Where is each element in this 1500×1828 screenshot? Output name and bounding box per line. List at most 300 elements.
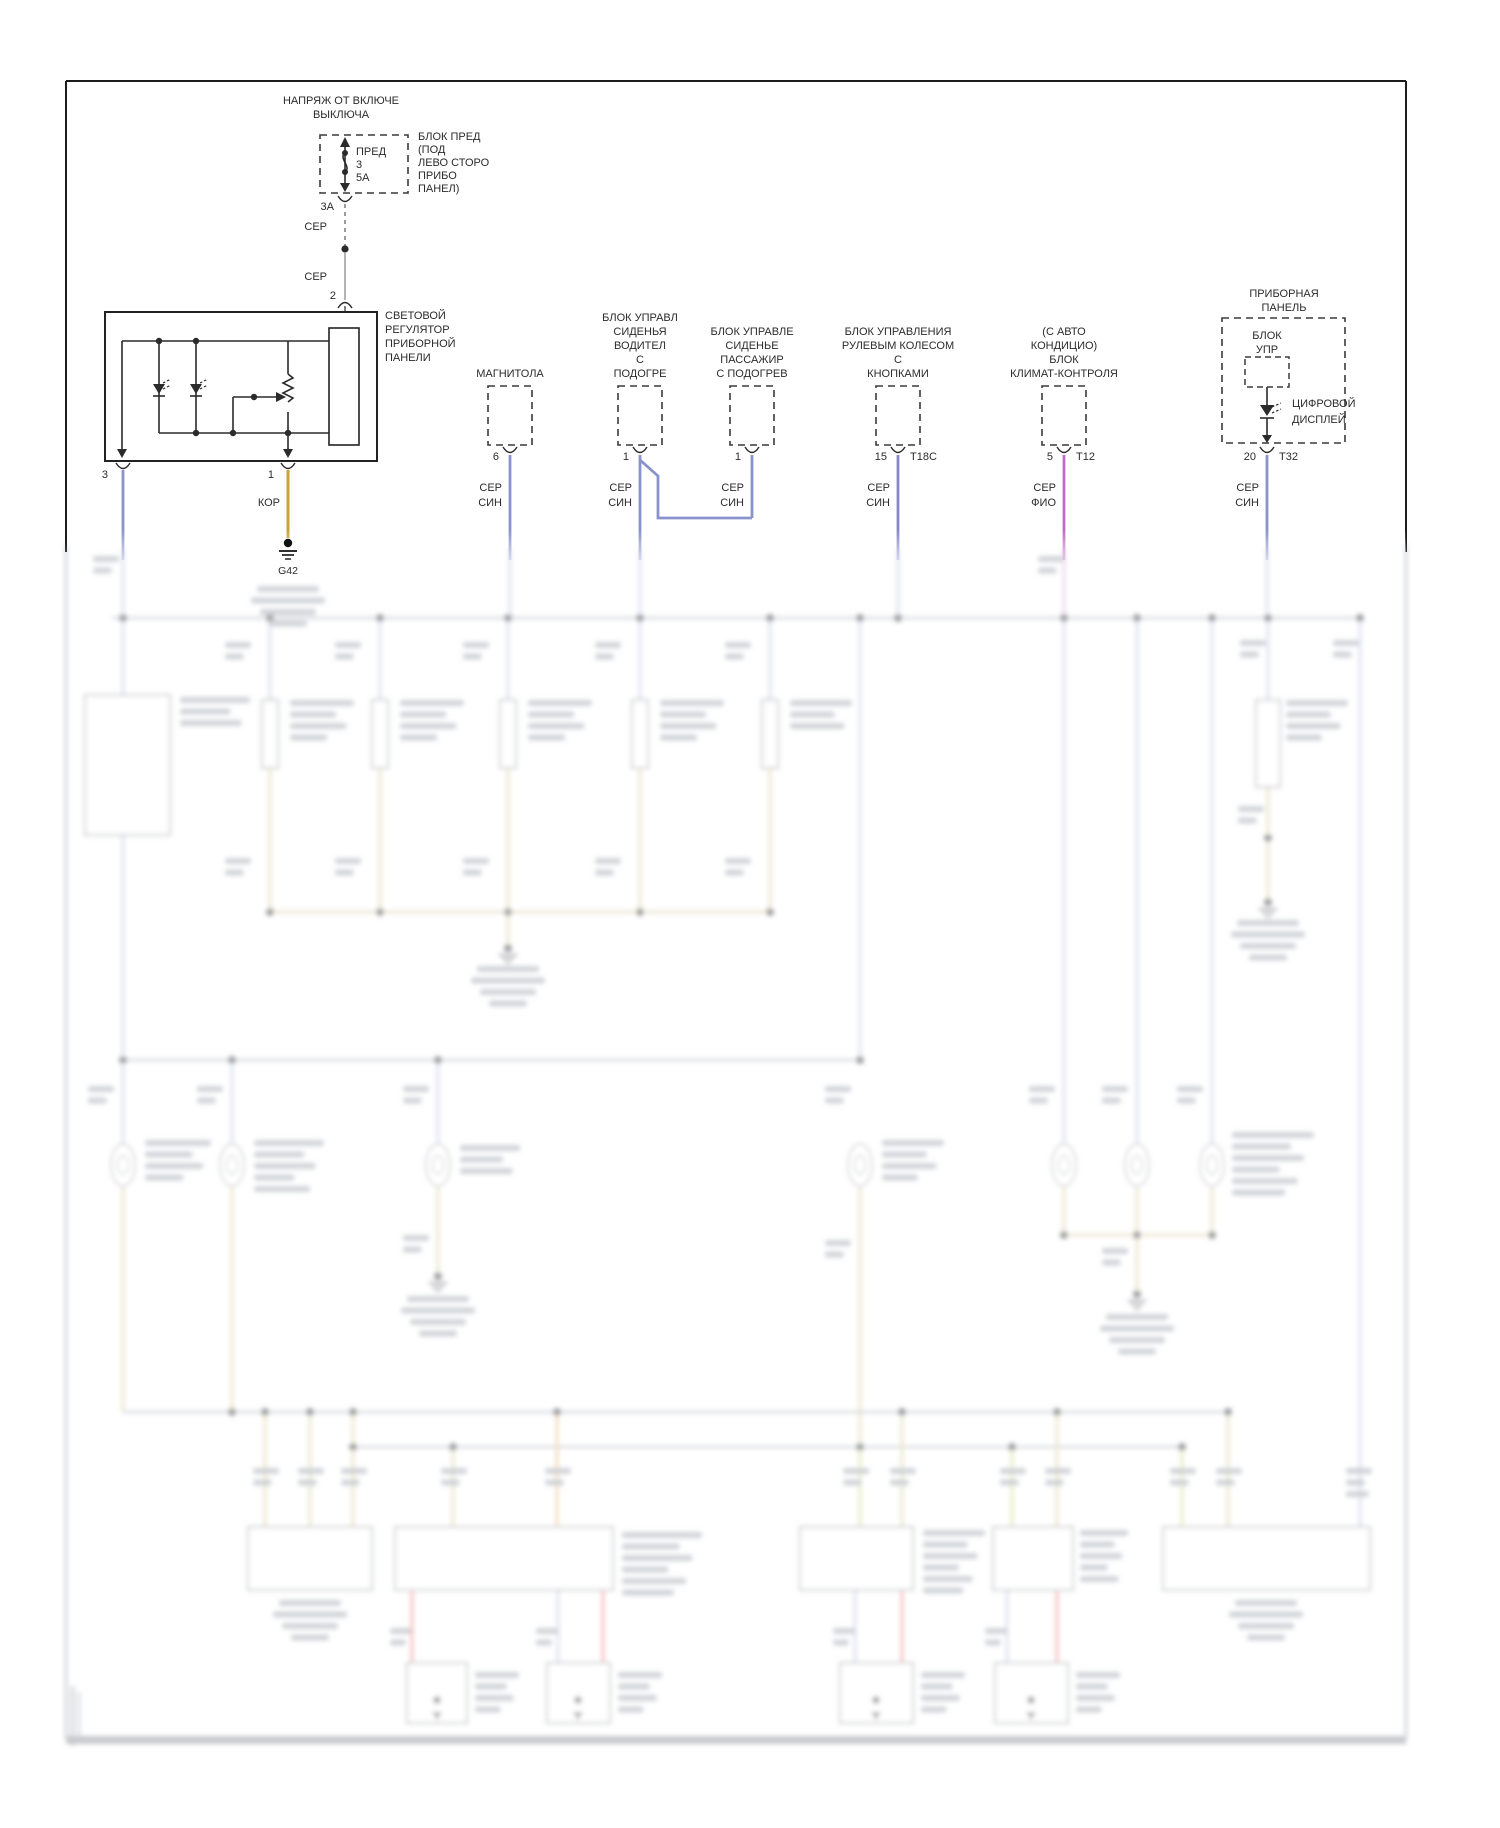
junction-dot <box>856 1056 864 1064</box>
blurred-text <box>622 1590 674 1596</box>
blurred-text <box>290 723 346 729</box>
junction-dot <box>433 1696 441 1704</box>
blurred-text <box>545 1468 571 1474</box>
blurred-text <box>463 654 482 660</box>
blurred-text <box>269 621 307 627</box>
blurred-text <box>882 1140 944 1146</box>
module-box-outline <box>730 386 774 445</box>
junction-dot <box>1178 1443 1186 1451</box>
blurred-text <box>260 609 316 615</box>
blurred-text <box>528 735 565 741</box>
blurred-text <box>1038 568 1057 574</box>
ground-symbol <box>434 1272 442 1280</box>
pin-number: 1 <box>622 451 629 463</box>
blurred-text <box>290 712 336 718</box>
dimmer-label: ПАНЕЛИ <box>385 352 431 364</box>
blurred-text <box>622 1555 692 1561</box>
module-steering-wheel <box>842 326 954 560</box>
blurred-text <box>180 709 230 715</box>
junction-dot <box>766 614 774 622</box>
blurred-text <box>273 1612 347 1618</box>
fuse-block <box>283 95 490 328</box>
junction-dot <box>266 908 274 916</box>
blurred-text <box>1232 1155 1304 1161</box>
wire-color-label: ФИО <box>1031 497 1056 509</box>
blurred-text <box>1102 1098 1121 1104</box>
ground-symbol <box>1264 898 1272 906</box>
blurred-text <box>400 723 456 729</box>
blurred-text <box>1170 1480 1189 1486</box>
junction-dot <box>434 1056 442 1064</box>
blurred-component-box <box>395 1527 613 1590</box>
junction-dot <box>376 614 384 622</box>
blurred-text <box>536 1640 552 1646</box>
blurred-text <box>882 1152 927 1158</box>
pin-number: 6 <box>492 451 499 463</box>
junction-dot <box>856 1443 864 1451</box>
module-label: ПОДОГРЕ <box>613 368 667 380</box>
blurred-text <box>1080 1530 1128 1536</box>
fuse-number: 3 <box>356 159 363 171</box>
dimmer-inner-block <box>329 328 359 445</box>
blurred-text <box>1102 1260 1121 1266</box>
blurred-text <box>1170 1468 1196 1474</box>
blurred-text <box>341 1468 367 1474</box>
blurred-text <box>825 1252 844 1258</box>
module-climate <box>1010 326 1118 560</box>
wire-color-label: СИН <box>1235 497 1259 509</box>
blurred-text <box>595 654 614 660</box>
blurred-text <box>335 654 354 660</box>
junction-dot <box>1060 614 1068 622</box>
junction-dot <box>766 908 774 916</box>
wire-color-label: СИН <box>720 497 744 509</box>
blurred-text <box>290 700 354 706</box>
blurred-text <box>890 1480 909 1486</box>
junction-dot <box>574 1696 582 1704</box>
blurred-text <box>475 1672 519 1678</box>
blurred-text <box>882 1163 937 1169</box>
blurred-text <box>1333 652 1352 658</box>
blurred-text <box>475 1695 514 1701</box>
blurred-text <box>1102 1086 1128 1092</box>
blurred-text <box>475 1707 501 1713</box>
blurred-text <box>441 1480 460 1486</box>
blurred-text <box>618 1695 657 1701</box>
blurred-text <box>985 1640 1001 1646</box>
blurred-text <box>253 1480 272 1486</box>
connector-arc <box>1260 447 1274 453</box>
blurred-text <box>180 697 250 703</box>
dimmer-label: РЕГУЛЯТОР <box>385 324 450 336</box>
wire-color-label: СЕР <box>1236 482 1259 494</box>
blurred-text <box>463 858 489 864</box>
junction-dot <box>376 908 384 916</box>
blurred-text <box>145 1140 211 1146</box>
ground-symbol <box>1133 1290 1141 1298</box>
blurred-text <box>335 858 361 864</box>
junction-dot <box>1208 614 1216 622</box>
blurred-text <box>225 642 251 648</box>
panel-control-box <box>1245 357 1289 387</box>
blurred-text <box>790 700 852 706</box>
blurred-text <box>1080 1565 1108 1571</box>
blurred-text <box>1232 1178 1298 1184</box>
blurred-text <box>825 1240 851 1246</box>
module-columns <box>476 312 1118 560</box>
instrument-panel-module <box>1222 288 1356 560</box>
blurred-text <box>1238 806 1264 812</box>
blurred-text <box>595 642 621 648</box>
junction-dot <box>349 1408 357 1416</box>
watermark-text <box>70 1686 75 1746</box>
module-label: МАГНИТОЛА <box>476 368 544 380</box>
junction-dot <box>636 614 644 622</box>
wire-color-label: СЕР <box>1033 482 1056 494</box>
blurred-text <box>145 1163 203 1169</box>
blurred-text <box>441 1468 467 1474</box>
fuse-block-location: (ПОД <box>418 144 446 156</box>
blurred-text <box>489 1001 527 1007</box>
wire-color-label: СИН <box>866 497 890 509</box>
junction-dot <box>1008 1443 1016 1451</box>
blurred-text <box>341 1480 360 1486</box>
blurred-text <box>390 1628 412 1634</box>
wire-color-label: СЕР <box>479 482 502 494</box>
junction-dot <box>1060 1231 1068 1239</box>
blurred-text <box>1240 640 1266 646</box>
lamp-symbol <box>1125 1144 1149 1186</box>
junction-dot <box>306 1408 314 1416</box>
fuse-rating: 5A <box>356 172 370 184</box>
blurred-text <box>298 1468 324 1474</box>
blurred-text <box>1177 1086 1203 1092</box>
blurred-text <box>1029 1086 1055 1092</box>
blurred-text <box>1286 712 1331 718</box>
blurred-text <box>1106 1314 1168 1320</box>
connector-arc <box>281 463 295 469</box>
blurred-text <box>251 598 325 604</box>
fuse-block-location: ПРИБО <box>418 170 457 182</box>
blurred-text <box>1045 1480 1064 1486</box>
blurred-text <box>403 1247 422 1253</box>
blurred-text <box>528 700 592 706</box>
blurred-text <box>1231 932 1305 938</box>
blurred-text <box>1229 1612 1303 1618</box>
blurred-text <box>882 1175 918 1181</box>
connector-arc <box>1057 447 1071 453</box>
schematic-top-section <box>66 81 1406 560</box>
blurred-component-box <box>1256 700 1280 787</box>
lamp-symbol <box>111 1144 135 1186</box>
blurred-text <box>825 1086 851 1092</box>
blurred-text <box>923 1588 963 1594</box>
blurred-text <box>400 712 446 718</box>
blurred-text <box>1240 943 1296 949</box>
fuse-block-location: ПАНЕЛ) <box>418 183 460 195</box>
blurred-text <box>790 723 845 729</box>
junction-dot <box>1133 614 1141 622</box>
blurred-text <box>1237 920 1299 926</box>
blurred-text <box>660 712 706 718</box>
blurred-text <box>254 1152 304 1158</box>
fuse-block-location: БЛОК ПРЕД <box>418 131 481 143</box>
blurred-text <box>1000 1480 1019 1486</box>
module-label: КНОПКАМИ <box>867 368 929 380</box>
blurred-text <box>1286 700 1348 706</box>
blurred-text <box>921 1707 947 1713</box>
junction-dot <box>119 614 127 622</box>
blurred-text <box>1076 1707 1102 1713</box>
blurred-text <box>1232 1132 1314 1138</box>
blurred-text <box>985 1628 1007 1634</box>
led-ray <box>1272 409 1281 413</box>
module-box-outline <box>488 386 532 445</box>
blurred-text <box>1100 1326 1174 1332</box>
junction-dot <box>228 1056 236 1064</box>
blurred-text <box>923 1553 978 1559</box>
pin-number: 15 <box>874 451 887 463</box>
panel-title: ПАНЕЛЬ <box>1261 302 1307 314</box>
junction-dot <box>1053 1408 1061 1416</box>
blurred-component-box <box>1163 1527 1370 1590</box>
blurred-text <box>725 858 751 864</box>
blurred-text <box>622 1578 686 1584</box>
module-label: СИДЕНЬЯ <box>613 326 667 338</box>
blurred-text <box>475 1684 507 1690</box>
fuse-name: ПРЕД <box>356 146 387 158</box>
blurred-text <box>545 1480 564 1486</box>
blurred-text <box>1177 1098 1196 1104</box>
blurred-text <box>1216 1480 1235 1486</box>
blurred-text <box>618 1672 662 1678</box>
module-label: С <box>636 354 644 366</box>
lamp-symbol <box>220 1144 244 1186</box>
blurred-text <box>225 858 251 864</box>
junction-dot <box>349 1443 357 1451</box>
digital-display-label: ДИСПЛЕЙ <box>1292 414 1346 426</box>
blurred-text <box>1346 1480 1365 1486</box>
ground-symbol <box>504 944 512 952</box>
blurred-text <box>1238 818 1257 824</box>
blurred-text <box>253 1468 279 1474</box>
arrow-up-icon <box>340 137 350 147</box>
junction-dot <box>449 1443 457 1451</box>
connector-id: T32 <box>1279 451 1298 463</box>
blurred-text <box>1029 1098 1048 1104</box>
connector-id: T12 <box>1076 451 1095 463</box>
blurred-text <box>197 1098 216 1104</box>
blurred-text <box>921 1684 953 1690</box>
blurred-text <box>403 1086 429 1092</box>
blurred-text <box>890 1468 916 1474</box>
blurred-text <box>480 989 536 995</box>
fuse-position-label: 3А <box>320 201 334 213</box>
power-source-label: ВЫКЛЮЧА <box>312 109 370 121</box>
blurred-text <box>660 735 697 741</box>
blurred-text <box>843 1468 869 1474</box>
blurred-text <box>833 1640 849 1646</box>
junction-dot <box>1027 1696 1035 1704</box>
blurred-text <box>291 1635 329 1641</box>
connector-arc <box>116 463 130 469</box>
blurred-text <box>1346 1491 1369 1497</box>
blurred-text <box>282 1623 338 1629</box>
blurred-text <box>225 654 244 660</box>
blurred-component-box <box>500 700 516 768</box>
blurred-text <box>335 870 354 876</box>
blurred-preview-section <box>66 545 1406 1746</box>
blurred-text <box>1232 1190 1285 1196</box>
pin-number: 3 <box>101 469 108 481</box>
module-label: ПАССАЖИР <box>720 354 784 366</box>
fade-overlay <box>67 530 1406 572</box>
fuse-block-location: ЛЕВО СТОРО <box>418 157 490 169</box>
blurred-text <box>595 858 621 864</box>
blurred-component-box <box>262 700 278 768</box>
module-label: (С АВТО <box>1042 326 1086 338</box>
wire-color-label: СЕР <box>304 271 327 283</box>
blurred-text <box>921 1695 960 1701</box>
blurred-text <box>1102 1248 1128 1254</box>
blurred-text <box>660 723 716 729</box>
panel-unit-label: УПР <box>1255 344 1279 356</box>
watermark-text <box>77 1692 81 1742</box>
module-box-outline <box>1042 386 1086 445</box>
junction-dot <box>1264 614 1272 622</box>
blurred-text <box>923 1565 959 1571</box>
blurred-text <box>180 720 242 726</box>
junction-dot <box>894 614 902 622</box>
blurred-text <box>1247 1635 1285 1641</box>
blurred-text <box>407 1296 469 1302</box>
panel-unit-label: БЛОК <box>1252 330 1282 342</box>
junction-dot <box>504 908 512 916</box>
blurred-text <box>1249 955 1287 961</box>
blurred-text <box>460 1157 503 1163</box>
blurred-text <box>254 1186 310 1192</box>
blurred-text <box>279 1600 341 1606</box>
junction-dot <box>1208 1231 1216 1239</box>
blurred-text <box>790 712 835 718</box>
blurred-text <box>622 1567 668 1573</box>
blurred-text <box>1286 735 1322 741</box>
blurred-text <box>825 1098 844 1104</box>
fuse-box-outline <box>320 135 408 193</box>
blurred-component-box <box>248 1527 372 1590</box>
digital-display-label: ЦИФРОВОЙ <box>1292 398 1356 410</box>
blurred-text <box>290 735 327 741</box>
blurred-text <box>254 1163 316 1169</box>
blurred-text <box>1080 1553 1122 1559</box>
blurred-text <box>725 654 744 660</box>
blurred-component-box <box>372 700 388 768</box>
module-passenger-seat <box>710 326 793 518</box>
module-label: БЛОК УПРАВЛ <box>602 312 678 324</box>
dimmer-label: СВЕТОВОЙ <box>385 310 446 322</box>
pin-number: 1 <box>734 451 741 463</box>
junction-dot <box>261 1408 269 1416</box>
blurred-text <box>1000 1468 1026 1474</box>
dimmer-module <box>102 309 456 560</box>
module-label: КЛИМАТ-КОНТРОЛЯ <box>1010 368 1118 380</box>
wire-color-label: СЕР <box>721 482 744 494</box>
blurred-text <box>93 568 112 574</box>
blurred-text <box>145 1152 193 1158</box>
blurred-text <box>403 1098 422 1104</box>
blurred-text <box>923 1542 968 1548</box>
blurred-text <box>660 700 724 706</box>
module-box-outline <box>876 386 920 445</box>
module-label: ВОДИТЕЛ <box>614 340 666 352</box>
wire-color-label: СЕР <box>304 221 327 233</box>
blurred-text <box>93 556 119 562</box>
pin-number: 1 <box>267 469 274 481</box>
wire-color-label: КОР <box>257 497 280 509</box>
lamp-symbol <box>1200 1144 1224 1186</box>
blurred-text <box>1240 652 1259 658</box>
blurred-text <box>1216 1468 1242 1474</box>
module-label: БЛОК УПРАВЛЕНИЯ <box>844 326 952 338</box>
blurred-text <box>403 1235 429 1241</box>
wire-color-label: СЕР <box>867 482 890 494</box>
junction-dot <box>228 1408 236 1416</box>
page-border-bottom <box>66 1736 1406 1744</box>
blurred-text <box>1235 1600 1297 1606</box>
blurred-text <box>1080 1542 1115 1548</box>
dimmer-label: ПРИБОРНОЙ <box>385 338 456 350</box>
blurred-text <box>463 870 482 876</box>
junction-dot <box>119 1056 127 1064</box>
blurred-text <box>1076 1672 1120 1678</box>
junction-dot <box>504 614 512 622</box>
blurred-text <box>419 1331 457 1337</box>
blurred-text <box>833 1628 855 1634</box>
arrow-down-icon <box>1262 435 1272 443</box>
blurred-text <box>536 1628 558 1634</box>
junction-dot <box>1356 614 1364 622</box>
blurred-text <box>1076 1684 1108 1690</box>
junction-dot <box>1133 1231 1141 1239</box>
blurred-text <box>921 1672 965 1678</box>
junction-dot <box>1264 834 1272 842</box>
wire-color-label: СЕР <box>609 482 632 494</box>
blurred-text <box>1038 556 1064 562</box>
lamp-symbol <box>1052 1144 1076 1186</box>
blurred-text <box>254 1175 295 1181</box>
junction-dot <box>856 614 864 622</box>
blurred-text <box>725 642 751 648</box>
panel-title: ПРИБОРНАЯ <box>1249 288 1319 300</box>
lamp-symbol <box>426 1144 450 1186</box>
module-label: БЛОК <box>1049 354 1079 366</box>
blurred-text <box>471 978 545 984</box>
blurred-text <box>528 723 584 729</box>
blurred-text <box>400 735 437 741</box>
blurred-component-box <box>800 1527 913 1590</box>
blurred-text <box>1080 1576 1118 1582</box>
module-label: СИДЕНЬЕ <box>725 340 779 352</box>
blurred-component-box <box>762 700 778 768</box>
junction-dot <box>553 1408 561 1416</box>
module-label: КОНДИЦИО) <box>1030 340 1098 352</box>
blurred-text <box>463 642 489 648</box>
blurred-text <box>1286 723 1341 729</box>
pin-number: 2 <box>329 290 336 302</box>
blurred-text <box>622 1544 680 1550</box>
junction-dot <box>872 1696 880 1704</box>
connector-arc <box>745 447 759 453</box>
